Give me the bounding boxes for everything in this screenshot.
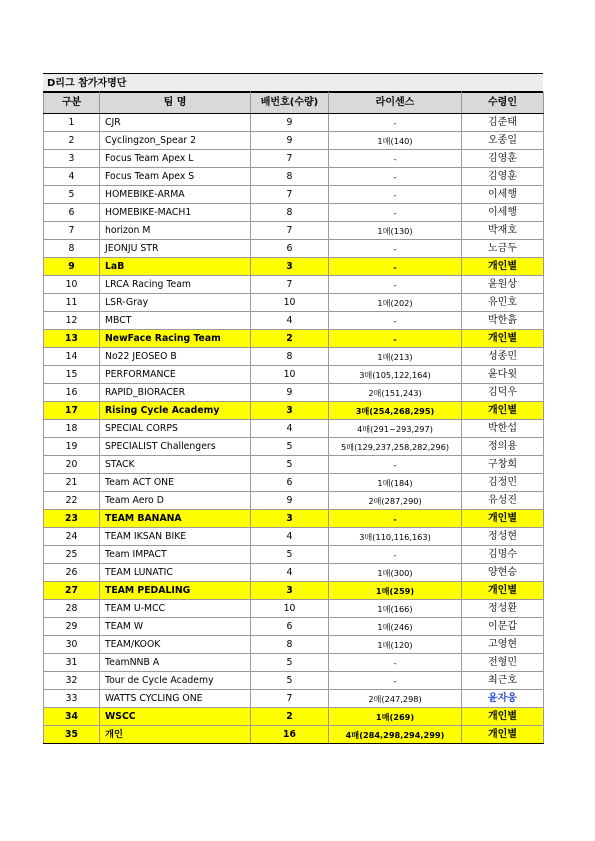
row-license: - [329,312,462,330]
row-bib-count: 9 [251,114,329,132]
row-no: 16 [44,384,100,402]
table-row [44,240,544,258]
row-receiver: 김준태 [462,114,544,132]
table-row [44,600,544,618]
row-team-name: Team ACT ONE [100,474,251,492]
row-bib-count: 6 [251,240,329,258]
row-no: 13 [44,330,100,348]
row-team-name: WATTS CYCLING ONE [100,690,251,708]
row-team-name: SPECIAL CORPS [100,420,251,438]
row-license: - [329,456,462,474]
row-team-name: TEAM BANANA [100,510,251,528]
row-license: 1매(202) [329,294,462,312]
row-bib-count: 5 [251,654,329,672]
row-team-name: Focus Team Apex S [100,168,251,186]
row-no: 25 [44,546,100,564]
row-receiver: 정성환 [462,600,544,618]
row-license: 1매(246) [329,618,462,636]
row-license: - [329,240,462,258]
row-team-name: Cyclingzon_Spear 2 [100,132,251,150]
row-team-name: TEAM IKSAN BIKE [100,528,251,546]
row-no: 27 [44,582,100,600]
row-no: 33 [44,690,100,708]
table-row [44,132,544,150]
row-team-name: Focus Team Apex L [100,150,251,168]
row-license: - [329,114,462,132]
row-team-name: STACK [100,456,251,474]
row-license: 3매(110,116,163) [329,528,462,546]
table-body [44,114,544,744]
row-license: - [329,510,462,528]
row-no: 20 [44,456,100,474]
row-no: 6 [44,204,100,222]
row-license: - [329,258,462,276]
row-team-name: SPECIALIST Challengers [100,438,251,456]
row-team-name: LRCA Racing Team [100,276,251,294]
row-no: 19 [44,438,100,456]
row-team-name: Team Aero D [100,492,251,510]
row-receiver: 노금두 [462,240,544,258]
table-row [44,726,544,744]
row-no: 21 [44,474,100,492]
table-row [44,222,544,240]
row-team-name: PERFORMANCE [100,366,251,384]
row-no: 10 [44,276,100,294]
row-bib-count: 5 [251,438,329,456]
row-no: 14 [44,348,100,366]
row-receiver: 성종민 [462,348,544,366]
row-receiver: 구창희 [462,456,544,474]
row-receiver: 김정민 [462,474,544,492]
row-bib-count: 9 [251,384,329,402]
row-bib-count: 4 [251,528,329,546]
row-team-name: TeamNNB A [100,654,251,672]
row-team-name: LSR-Gray [100,294,251,312]
row-receiver: 양현승 [462,564,544,582]
table-row [44,258,544,276]
row-bib-count: 4 [251,312,329,330]
row-no: 15 [44,366,100,384]
table-row [44,456,544,474]
table-row [44,402,544,420]
row-team-name: CJR [100,114,251,132]
table-row [44,420,544,438]
row-bib-count: 4 [251,564,329,582]
row-license: - [329,654,462,672]
row-bib-count: 16 [251,726,329,744]
row-no: 5 [44,186,100,204]
row-receiver: 고영현 [462,636,544,654]
row-receiver: 이문갑 [462,618,544,636]
row-receiver: 유민호 [462,294,544,312]
row-receiver: 김덕우 [462,384,544,402]
table-row [44,276,544,294]
row-license: - [329,204,462,222]
row-bib-count: 9 [251,132,329,150]
row-team-name: TEAM PEDALING [100,582,251,600]
row-no: 30 [44,636,100,654]
row-license: 3매(254,268,295) [329,402,462,420]
row-no: 32 [44,672,100,690]
row-team-name: LaB [100,258,251,276]
row-receiver: 정의용 [462,438,544,456]
row-no: 29 [44,618,100,636]
row-bib-count: 8 [251,348,329,366]
table-row [44,348,544,366]
row-team-name: 개인 [100,726,251,744]
row-license: 3매(105,122,164) [329,366,462,384]
row-no: 7 [44,222,100,240]
row-bib-count: 2 [251,330,329,348]
table-row [44,474,544,492]
row-license: 4매(291~293,297) [329,420,462,438]
row-receiver: 윤자웅 [462,690,544,708]
row-license: - [329,168,462,186]
row-license: 2매(247,298) [329,690,462,708]
row-no: 23 [44,510,100,528]
table-row [44,150,544,168]
participant-sheet [43,73,543,744]
row-receiver: 김명수 [462,546,544,564]
table-row [44,618,544,636]
row-license: 2매(151,243) [329,384,462,402]
table-row [44,546,544,564]
row-bib-count: 8 [251,204,329,222]
row-receiver: 오종일 [462,132,544,150]
row-receiver: 개인별 [462,708,544,726]
table-row [44,492,544,510]
row-team-name: No22 JEOSEO B [100,348,251,366]
table-row [44,582,544,600]
row-bib-count: 10 [251,294,329,312]
row-receiver: 윤다윗 [462,366,544,384]
row-receiver: 최근호 [462,672,544,690]
row-bib-count: 8 [251,636,329,654]
row-bib-count: 5 [251,672,329,690]
row-license: 1매(259) [329,582,462,600]
row-no: 4 [44,168,100,186]
row-no: 18 [44,420,100,438]
row-no: 12 [44,312,100,330]
row-team-name: NewFace Racing Team [100,330,251,348]
row-no: 2 [44,132,100,150]
table-row [44,294,544,312]
table-row [44,114,544,132]
row-receiver: 개인별 [462,582,544,600]
row-team-name: TEAM/KOOK [100,636,251,654]
row-receiver: 김영훈 [462,150,544,168]
row-license: 1매(120) [329,636,462,654]
row-no: 28 [44,600,100,618]
row-license: 2매(287,290) [329,492,462,510]
table-row [44,510,544,528]
table-row [44,186,544,204]
row-license: 1매(140) [329,132,462,150]
row-no: 9 [44,258,100,276]
row-receiver: 전형민 [462,654,544,672]
row-team-name: Team IMPACT [100,546,251,564]
table-row [44,366,544,384]
participant-table [43,92,544,744]
row-license: - [329,546,462,564]
row-license: - [329,186,462,204]
row-license: - [329,672,462,690]
table-row [44,690,544,708]
row-team-name: HOMEBIKE-MACH1 [100,204,251,222]
row-receiver: 개인별 [462,510,544,528]
table-row [44,312,544,330]
row-license: 5매(129,237,258,282,296) [329,438,462,456]
table-row [44,654,544,672]
row-bib-count: 9 [251,492,329,510]
row-bib-count: 10 [251,366,329,384]
row-team-name: Tour de Cycle Academy [100,672,251,690]
row-no: 34 [44,708,100,726]
row-bib-count: 3 [251,402,329,420]
row-bib-count: 6 [251,618,329,636]
row-bib-count: 6 [251,474,329,492]
row-license: 1매(213) [329,348,462,366]
row-team-name: TEAM LUNATIC [100,564,251,582]
table-row [44,636,544,654]
sheet-title: D리그 참가자명단 [43,73,543,92]
header-bib: 배번호(수량) [251,93,329,114]
row-bib-count: 7 [251,150,329,168]
row-team-name: horizon M [100,222,251,240]
row-team-name: HOMEBIKE-ARMA [100,186,251,204]
table-row [44,204,544,222]
row-bib-count: 3 [251,510,329,528]
row-bib-count: 7 [251,690,329,708]
row-receiver: 유성진 [462,492,544,510]
table-row [44,384,544,402]
row-bib-count: 3 [251,582,329,600]
row-no: 35 [44,726,100,744]
header-team: 팀 명 [100,93,251,114]
row-no: 24 [44,528,100,546]
row-no: 11 [44,294,100,312]
row-bib-count: 3 [251,258,329,276]
table-row [44,672,544,690]
table-row [44,168,544,186]
row-receiver: 개인별 [462,330,544,348]
row-bib-count: 4 [251,420,329,438]
row-bib-count: 7 [251,186,329,204]
row-receiver: 박한섭 [462,420,544,438]
row-bib-count: 8 [251,168,329,186]
row-team-name: WSCC [100,708,251,726]
row-license: 1매(184) [329,474,462,492]
table-row [44,708,544,726]
row-receiver: 이세행 [462,186,544,204]
row-license: - [329,330,462,348]
table-row [44,330,544,348]
row-license: 1매(269) [329,708,462,726]
row-bib-count: 5 [251,546,329,564]
table-row [44,564,544,582]
row-no: 3 [44,150,100,168]
row-bib-count: 7 [251,276,329,294]
row-no: 17 [44,402,100,420]
row-bib-count: 7 [251,222,329,240]
header-no: 구분 [44,93,100,114]
row-license: 1매(166) [329,600,462,618]
header-receiver: 수령인 [462,93,544,114]
row-team-name: MBCT [100,312,251,330]
row-bib-count: 5 [251,456,329,474]
table-header-row [44,93,544,114]
row-receiver: 개인별 [462,402,544,420]
row-no: 8 [44,240,100,258]
row-license: 1매(300) [329,564,462,582]
row-team-name: Rising Cycle Academy [100,402,251,420]
row-license: 1매(130) [329,222,462,240]
table-row [44,528,544,546]
row-no: 31 [44,654,100,672]
row-receiver: 박재호 [462,222,544,240]
row-bib-count: 2 [251,708,329,726]
row-team-name: RAPID_BIORACER [100,384,251,402]
row-receiver: 정성현 [462,528,544,546]
row-receiver: 김영훈 [462,168,544,186]
row-receiver: 개인별 [462,726,544,744]
row-no: 26 [44,564,100,582]
row-receiver: 개인별 [462,258,544,276]
row-receiver: 박한흙 [462,312,544,330]
row-receiver: 윤원상 [462,276,544,294]
row-team-name: TEAM U-MCC [100,600,251,618]
row-no: 22 [44,492,100,510]
row-bib-count: 10 [251,600,329,618]
table-row [44,438,544,456]
row-receiver: 이세행 [462,204,544,222]
row-team-name: TEAM W [100,618,251,636]
row-team-name: JEONJU STR [100,240,251,258]
header-license: 라이센스 [329,93,462,114]
row-license: - [329,276,462,294]
row-no: 1 [44,114,100,132]
row-license: - [329,150,462,168]
row-license: 4매(284,298,294,299) [329,726,462,744]
